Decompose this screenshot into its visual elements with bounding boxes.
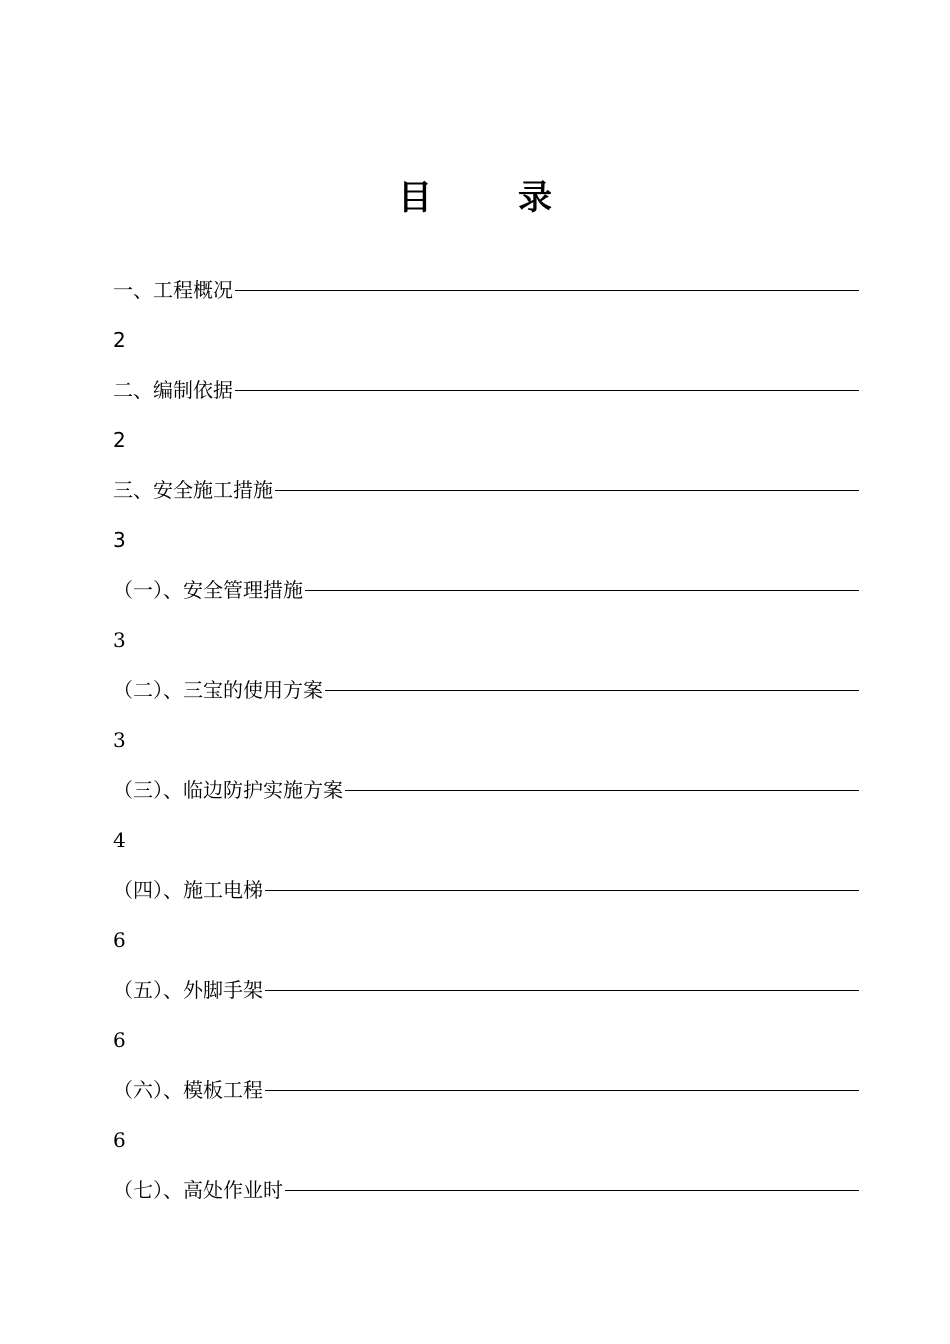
toc-leader-line: [265, 990, 859, 992]
toc-entry-row: [113, 270, 859, 320]
toc-title: [0, 170, 950, 219]
toc-entry-row: [113, 970, 859, 1020]
toc-leader-line: [325, 690, 859, 692]
toc-entry[interactable]: [113, 1070, 859, 1110]
toc-entry[interactable]: [113, 570, 859, 610]
toc-page-row: [113, 820, 859, 870]
toc-leader-line: [305, 590, 859, 592]
toc-leader-line: [275, 490, 859, 492]
toc-entry[interactable]: [113, 270, 859, 310]
toc-entry[interactable]: [113, 970, 859, 1010]
toc-leader-line: [235, 390, 859, 392]
toc-entry-row: [113, 670, 859, 720]
toc-entry-label: 二、编制依据: [113, 378, 233, 402]
toc-entry-row: [113, 770, 859, 820]
toc-entry[interactable]: [113, 670, 859, 710]
toc-page-row: [113, 520, 859, 570]
toc-page-number: 3: [113, 728, 126, 752]
toc-entry-row: [113, 1170, 859, 1220]
toc-leader-line: [265, 890, 859, 892]
toc-title-char-1: 目: [398, 178, 432, 218]
toc-entry-row: [113, 1070, 859, 1120]
toc-page-row: [113, 1120, 859, 1170]
toc-page-number: 6: [113, 1128, 126, 1152]
toc-entry[interactable]: [113, 870, 859, 910]
toc-page-number: 3: [113, 628, 126, 652]
toc-entry-label: （二）、三宝的使用方案: [113, 678, 323, 702]
toc-page-row: [113, 420, 859, 470]
toc-entry-row: [113, 570, 859, 620]
toc-page-row: [113, 1020, 859, 1070]
toc-entry-label: （五）、外脚手架: [113, 978, 263, 1002]
toc-entry-label: 一、工程概况: [113, 278, 233, 302]
toc-entry-label: （三）、临边防护实施方案: [113, 778, 343, 802]
toc-title-char-2: 录: [518, 178, 552, 218]
toc-page-number: 2: [113, 328, 126, 352]
toc-entry-label: （七）、高处作业时: [113, 1178, 283, 1202]
toc-leader-line: [235, 290, 859, 292]
toc-entry[interactable]: [113, 770, 859, 810]
toc-entry[interactable]: [113, 1170, 859, 1210]
toc-leader-line: [285, 1190, 859, 1192]
toc-entry-label: （六）、模板工程: [113, 1078, 263, 1102]
table-of-contents: [113, 270, 859, 1220]
toc-entry-label: 三、安全施工措施: [113, 478, 273, 502]
toc-page-number: 2: [113, 428, 126, 452]
toc-page-row: [113, 620, 859, 670]
toc-page-number: 6: [113, 1028, 126, 1052]
toc-entry-label: （四）、施工电梯: [113, 878, 263, 902]
toc-leader-line: [345, 790, 859, 792]
toc-entry-label: （一）、安全管理措施: [113, 578, 303, 602]
toc-page-number: 4: [113, 828, 126, 852]
toc-entry[interactable]: [113, 470, 859, 510]
toc-page-number: 6: [113, 928, 126, 952]
toc-page-row: [113, 920, 859, 970]
toc-page-row: [113, 720, 859, 770]
toc-entry-row: [113, 370, 859, 420]
toc-entry-row: [113, 870, 859, 920]
toc-entry[interactable]: [113, 370, 859, 410]
toc-leader-line: [265, 1090, 859, 1092]
toc-entry-row: [113, 470, 859, 520]
toc-page-row: [113, 320, 859, 370]
toc-page-number: 3: [113, 528, 126, 552]
